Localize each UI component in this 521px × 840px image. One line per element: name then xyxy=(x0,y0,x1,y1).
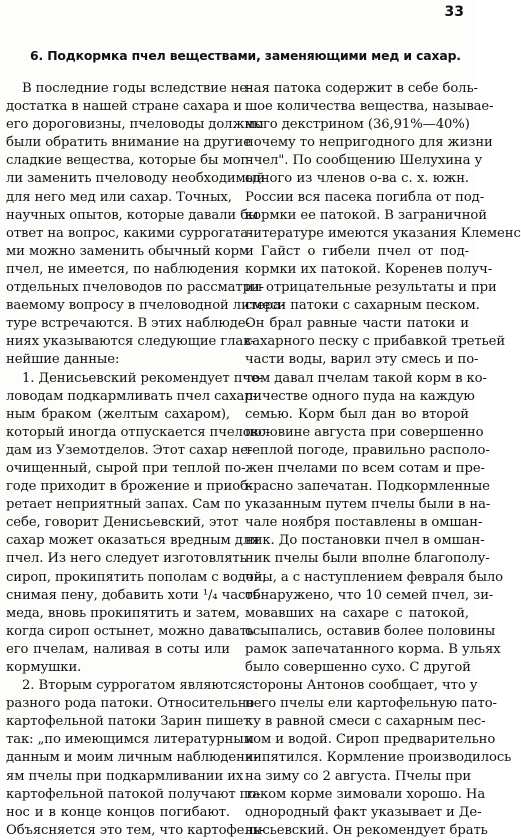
text-line: туре встречаются. В этих наблюде- xyxy=(6,316,250,332)
text-line: теплой погоде, правильно располо- xyxy=(245,442,490,458)
text-line: ловодам подкармливать пчел сахар- xyxy=(6,388,257,404)
text-line: ям пчелы при подкармливании их xyxy=(6,768,244,784)
text-line: мовавших на сахаре с патокой, xyxy=(245,605,469,621)
text-line: его пчелам, наливая в соты или xyxy=(6,641,230,657)
text-line: снимая пену, добавить хоти ¹/₄ часть xyxy=(6,587,260,603)
text-line: ответ на вопрос, какими суррогата- xyxy=(6,225,253,241)
text-line: годе приходит в брожение и приоб- xyxy=(6,479,253,495)
text-line: мого декстрином (36,91%—40%) xyxy=(245,117,470,133)
text-line: стороны Антонов сообщает, что у xyxy=(245,678,478,694)
text-line: данным и моим личным наблюдени- xyxy=(6,750,258,766)
text-line: себе, говорит Денисьевский, этот xyxy=(6,515,239,531)
text-line: ком и водой. Сироп предварительно xyxy=(245,732,496,748)
text-line: отдельных пчеловодов по рассматри- xyxy=(6,280,264,296)
text-line: ная патока содержит в себе боль- xyxy=(245,81,478,96)
text-line: научных опытов, которые давали бы xyxy=(6,207,259,223)
text-line: картофельной патоки Зарин пишет xyxy=(6,714,251,730)
section-heading: 6. Подкормка пчел веществами, заменяющими мед и сахар. xyxy=(30,48,461,63)
text-line: Объясняется это тем, что картофель- xyxy=(6,822,265,838)
text-line: смеси патоки с сахарным песком. xyxy=(245,298,480,314)
text-line: рамок запечатанного корма. В ульях xyxy=(245,641,501,657)
text-line: пчел". По сообщению Шелухина у xyxy=(245,153,483,169)
text-line: том давал пчелам такой корм в ко- xyxy=(245,370,487,386)
text-line: указанным путем пчелы были в на- xyxy=(245,497,491,513)
text-line: Он брал равные части патоки и xyxy=(245,316,469,332)
text-line: ник. До постановки пчел в омшан- xyxy=(245,533,485,549)
text-line: 1. Денисьевский рекомендует пче- xyxy=(22,370,264,386)
text-line: и Гайст о гибели пчел от под- xyxy=(245,243,469,259)
text-line: его дороговизны, пчеловоды должны xyxy=(6,117,264,133)
text-line: семью. Корм был дан во второй xyxy=(245,406,469,422)
text-line: разного рода патоки. Относительно xyxy=(6,696,255,712)
text-line: таком корме зимовали хорошо. На xyxy=(245,786,486,802)
text-line: сахарного песку с прибавкой третьей xyxy=(245,334,506,350)
text-line: ми можно заменить обычный корм xyxy=(6,243,250,259)
text-line: картофельной патокой получают по- xyxy=(6,786,261,802)
text-line: сладкие вещества, которые бы мог- xyxy=(6,153,252,169)
text-line: части воды, варил эту смесь и по- xyxy=(245,352,479,368)
text-line: России вся пасека погибла от под- xyxy=(245,189,485,205)
text-line: половине августа при совершенно xyxy=(245,424,484,440)
text-line: литературе имеются указания Клеменс xyxy=(245,225,521,241)
text-line: сироп, прокипятить пополам с водой, xyxy=(6,569,267,585)
text-line: ным браком (желтым сахаром), xyxy=(6,406,230,422)
text-line: очищенный, сырой при теплой по- xyxy=(6,460,246,476)
text-line: кормки ее патокой. В заграничной xyxy=(245,207,487,223)
text-line: для него мед или сахар. Точных, xyxy=(6,189,232,205)
text-line: ил отрицательные результаты и при xyxy=(245,280,497,296)
text-line: однородный факт указывает и Де- xyxy=(245,804,482,820)
text-line: нос и в конце концов погибают. xyxy=(6,804,230,820)
text-line: В последние годы вследствие не- xyxy=(22,81,252,96)
text-line: 2. Вторым суррогатом являются xyxy=(22,678,246,694)
text-line: было совершенно сухо. С другой xyxy=(245,660,471,675)
text-line: него пчелы ели картофельную пато- xyxy=(245,696,497,712)
text-line: сахар может оказаться вредным для xyxy=(6,533,260,549)
text-line: одного из членов о-ва с. х. южн. xyxy=(245,171,469,187)
page-number: 33 xyxy=(444,4,464,20)
text-line: чны, а с наступлением февраля было xyxy=(245,569,504,585)
text-line: пчел. Из него следует изготовлять xyxy=(6,551,247,567)
text-line: ли заменить пчеловоду необходимый xyxy=(6,171,265,187)
text-line: кормушки. xyxy=(6,660,82,675)
text-line: так: „по имеющимся литературным xyxy=(6,732,254,748)
text-line: ретает неприятный запах. Сам по xyxy=(6,497,241,513)
text-line: почему то непригодного для жизни xyxy=(245,135,493,151)
text-line: чале ноября поставлены в омшан- xyxy=(245,515,483,531)
text-line: нейшие данные: xyxy=(6,352,120,368)
text-line: который иногда отпускается пчелово- xyxy=(6,424,271,440)
text-line: жен пчелами по всем сотам и пре- xyxy=(245,460,485,476)
text-line: обнаружено, что 10 семей пчел, зи- xyxy=(245,587,494,603)
text-line: ниях указываются следующие глав- xyxy=(6,334,255,350)
text-line: достатка в нашей стране сахара и xyxy=(6,99,242,115)
text-line: ку в равной смеси с сахарным пес- xyxy=(245,714,486,730)
text-line: меда, вновь прокипятить и затем, xyxy=(6,605,240,621)
text-line: шое количества вещества, называе- xyxy=(245,99,494,115)
text-line: ваемому вопросу в пчеловодной литера- xyxy=(6,298,286,314)
left-text-column xyxy=(6,80,286,840)
text-line: красно запечатан. Подкормленные xyxy=(245,479,490,495)
text-line: осыпались, оставив более половины xyxy=(245,623,496,639)
text-line: кормки их патокой. Коренев получ- xyxy=(245,261,493,277)
text-line: были обратить внимание на другие xyxy=(6,135,251,151)
right-text-column xyxy=(245,80,521,840)
text-line: ник пчелы были вполне благополу- xyxy=(245,551,490,567)
text-line: личестве одного пуда на каждую xyxy=(245,388,475,404)
text-line: на зиму со 2 августа. Пчелы при xyxy=(245,768,472,784)
text-line: пчел, не имеется, по наблюдения xyxy=(6,261,239,277)
text-line: когда сироп остынет, можно давать xyxy=(6,623,254,639)
text-line: нисьевский. Он рекомендует брать xyxy=(245,822,488,838)
text-line: дам из Уземотделов. Этот сахар не- xyxy=(6,442,253,458)
text-line: кипятился. Кормление производилось xyxy=(245,750,512,766)
